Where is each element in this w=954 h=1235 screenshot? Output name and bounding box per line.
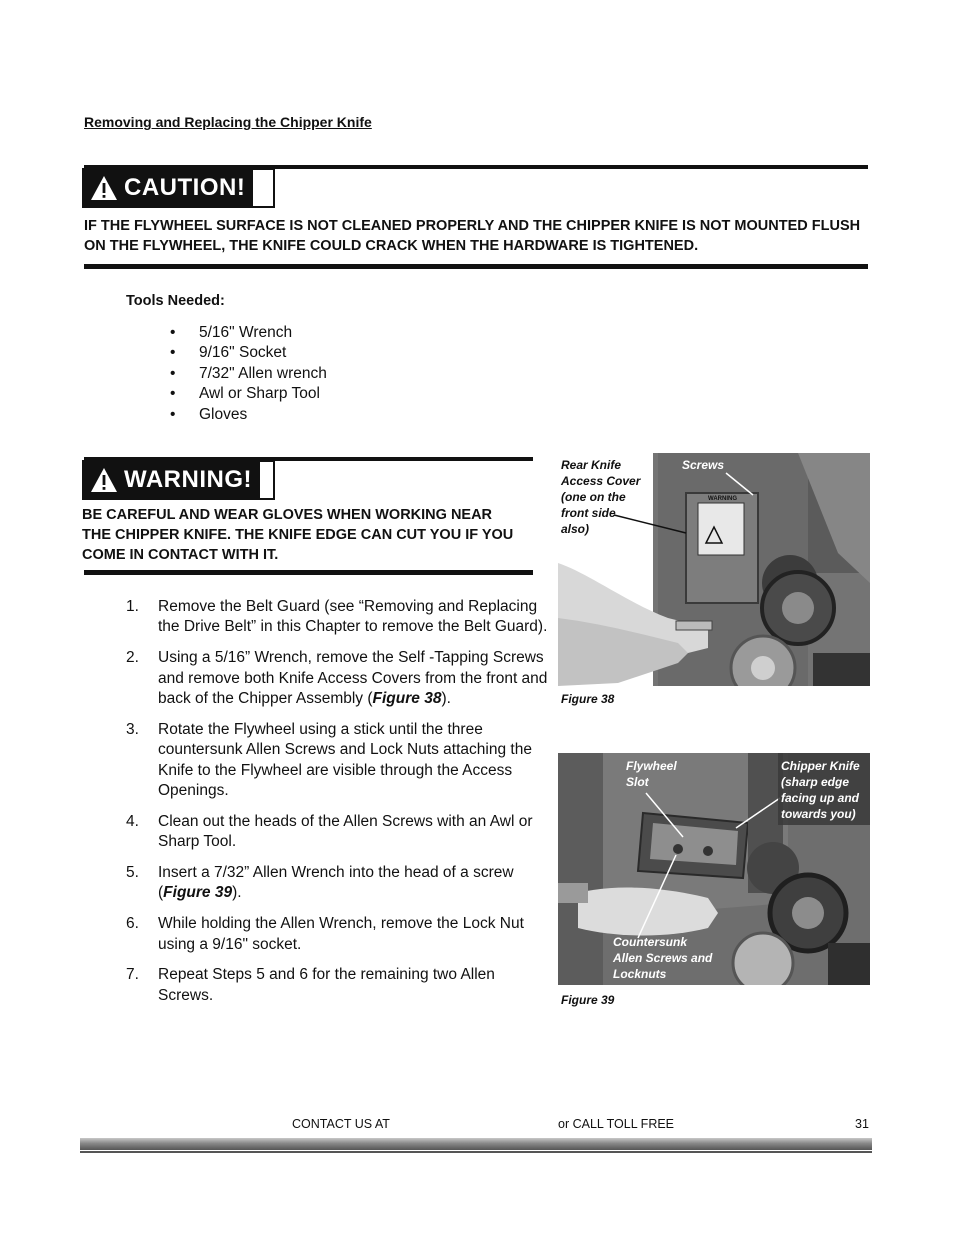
step-text: Clean out the heads of the Allen Screws with an Awl or Sharp Tool. — [158, 812, 533, 851]
step-number: 6. — [126, 915, 139, 933]
callout-line: Chipper Knife — [781, 759, 860, 773]
tools-list — [170, 323, 327, 425]
warning-bottom-rule — [84, 570, 533, 575]
caution-label: CAUTION! — [124, 174, 246, 201]
step-number: 7. — [126, 966, 139, 984]
step-item — [126, 597, 550, 638]
step-number: 1. — [126, 598, 139, 615]
step-text: Insert a 7/32” Allen Wrench into the head of a screw ( — [158, 864, 514, 902]
step-text-end: ). — [441, 690, 451, 708]
footer-contact: CONTACT US AT — [292, 1117, 390, 1131]
step-text: Repeat Steps 5 and 6 for the remaining two Allen Screws. — [158, 966, 495, 1004]
step-item — [126, 720, 550, 802]
callout-line: Locknuts — [613, 967, 667, 981]
page-number: 31 — [855, 1117, 869, 1131]
figure-reference: Figure 38 — [372, 690, 442, 708]
tool-item: • 7/32" Allen wrench — [170, 364, 327, 384]
callout-line: facing up and — [781, 791, 859, 805]
chipper-knife-callout — [781, 758, 860, 822]
step-item — [126, 863, 550, 904]
callout-line: (sharp edge — [781, 775, 850, 789]
tool-item: • 5/16" Wrench — [170, 323, 327, 343]
figure-reference: Figure 39 — [163, 884, 233, 902]
step-number: 3. — [126, 720, 139, 738]
step-number: 5. — [126, 864, 139, 882]
step-text-end: ). — [232, 884, 242, 902]
tool-item: • Gloves — [170, 405, 327, 425]
warning-triangle-icon — [90, 175, 118, 201]
procedure-steps — [126, 597, 550, 1017]
callout-line: (one on the — [561, 490, 626, 504]
rear-knife-access-cover-callout — [561, 457, 641, 537]
step-item — [126, 648, 550, 709]
caution-badge — [82, 168, 275, 208]
step-number: 4. — [126, 812, 139, 830]
countersunk-screws-callout — [613, 934, 712, 982]
warning-text: BE CAREFUL AND WEAR GLOVES WHEN WORKING NEAR THE CHIPPER KNIFE. THE KNIFE EDGE CAN CUT YOU IF YOU COME IN CONTACT WITH IT. — [82, 507, 514, 563]
callout-line: Slot — [626, 775, 649, 789]
screws-callout: Screws — [682, 458, 725, 472]
warning-badge-inner — [84, 462, 260, 498]
callout-line: Rear Knife — [561, 458, 622, 472]
decal-text: WARNING — [708, 496, 737, 502]
callout-line: Allen Screws and — [613, 951, 713, 965]
step-item — [126, 965, 550, 1006]
footer-call-toll-free: or CALL TOLL FREE — [558, 1117, 675, 1131]
figure-39-caption: Figure 39 — [561, 993, 615, 1007]
callout-line: Flywheel — [626, 759, 677, 773]
tool-item: • 9/16" Socket — [170, 343, 327, 363]
caution-bottom-rule — [84, 264, 868, 269]
step-text: Rotate the Flywheel using a stick until the three countersunk Allen Screws and Lock Nuts attaching the Knife to the Flywheel are visible through the Access Openings. — [158, 720, 532, 800]
step-number: 2. — [126, 649, 139, 667]
step-text: Remove the Belt Guard (see “Removing and Replacing the Drive Belt” in this Chapter to remove the Belt Guard). — [158, 598, 548, 636]
callout-line: Countersunk — [613, 935, 688, 949]
callout-line: also) — [561, 522, 590, 536]
footer-bar — [80, 1138, 872, 1150]
warning-label: WARNING! — [124, 466, 252, 493]
step-text: While holding the Allen Wrench, remove the Lock Nut using a 9/16" socket. — [158, 915, 524, 953]
callout-line: front side — [561, 506, 616, 520]
callout-line: Access Cover — [561, 474, 641, 488]
step-item — [126, 914, 550, 955]
tool-item: • Awl or Sharp Tool — [170, 384, 327, 404]
step-text: Using a 5/16” Wrench, remove the Self -Tapping Screws and remove both Knife Access Covers from the front and back of the Chipper Assembly ( — [158, 649, 548, 708]
step-item — [126, 812, 550, 853]
warning-triangle-icon — [90, 467, 118, 493]
caution-badge-inner — [84, 170, 253, 206]
tools-needed-label: Tools Needed: — [126, 293, 225, 309]
caution-text: IF THE FLYWHEEL SURFACE IS NOT CLEANED PROPERLY AND THE CHIPPER KNIFE IS NOT MOUNTED FLUSH ON THE FLYWHEEL, THE KNIFE COULD CRACK WHEN THE HARDWARE IS TIGHTENED. — [84, 218, 861, 254]
callout-line: towards you) — [781, 807, 856, 821]
section-title: Removing and Replacing the Chipper Knife — [84, 114, 372, 130]
flywheel-slot-callout — [626, 758, 677, 790]
figure-38-caption: Figure 38 — [561, 692, 615, 706]
warning-badge — [82, 460, 275, 500]
